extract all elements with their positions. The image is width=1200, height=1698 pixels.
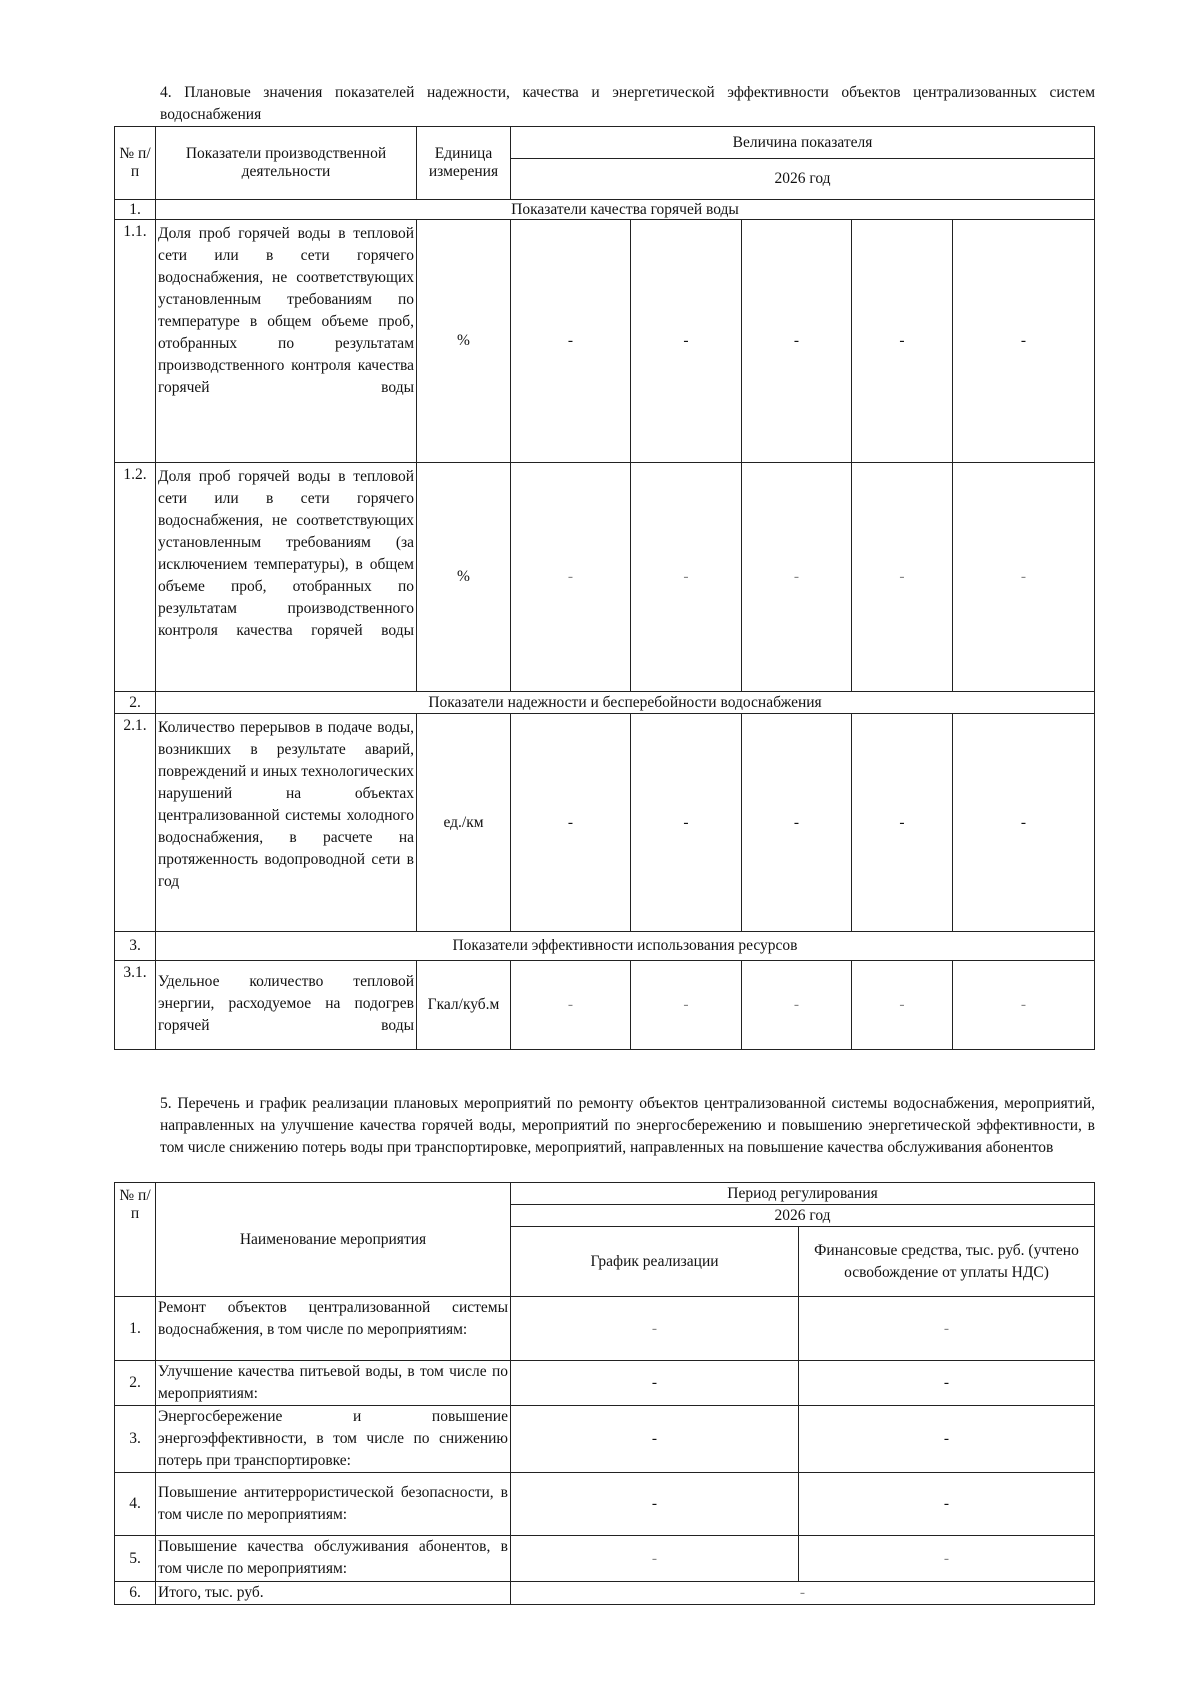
row-value: -: [852, 714, 953, 932]
header-row: [115, 1183, 1095, 1205]
row-schedule: -: [511, 1406, 799, 1473]
section-row: [115, 200, 1095, 220]
row-num: 1.2.: [115, 463, 156, 692]
row-value: -: [511, 463, 631, 692]
row-value: -: [742, 463, 852, 692]
col-year-header: 2026 год: [511, 159, 1095, 200]
table-row: [115, 1406, 1095, 1473]
row-value: -: [953, 961, 1095, 1050]
row-unit: %: [417, 463, 511, 692]
col-finance-header: Финансовые средства, тыс. руб. (учтено освобождение от уплаты НДС): [799, 1227, 1095, 1297]
section-num: 1.: [115, 200, 156, 220]
row-name: Повышение антитеррористической безопасности, в том числе по мероприятиям:: [156, 1473, 511, 1536]
table-row: [115, 220, 1095, 463]
col-schedule-header: График реализации: [511, 1227, 799, 1297]
row-value: -: [511, 714, 631, 932]
row-schedule: -: [511, 1361, 799, 1406]
row-finance: -: [799, 1473, 1095, 1536]
table-row: [115, 1297, 1095, 1361]
row-name: Улучшение качества питьевой воды, в том числе по мероприятиям:: [156, 1361, 511, 1406]
section5-caption: 5. Перечень и график реализации плановых мероприятий по ремонту объектов централизованной системы водоснабжения, мероприятий, направленных на улучшение качества горячей воды, мероприятий по энергосбережению и повышению энергетической эффективности, в том числе снижению потерь воды при транспортировке, мероприятий, направленных на повышение качества обслуживания абонентов: [160, 1095, 1095, 1156]
section-title: Показатели эффективности использования ресурсов: [156, 932, 1095, 961]
row-finance: -: [799, 1297, 1095, 1361]
row-num: 5.: [115, 1536, 156, 1582]
table-row: [115, 1473, 1095, 1536]
indicators-table: [114, 126, 1095, 1050]
row-num: 1.1.: [115, 220, 156, 463]
row-finance: -: [799, 1361, 1095, 1406]
row-num: 3.1.: [115, 961, 156, 1050]
row-value: -: [852, 961, 953, 1050]
section-title: Показатели надежности и бесперебойности водоснабжения: [156, 692, 1095, 714]
row-schedule: -: [511, 1473, 799, 1536]
row-schedule: -: [511, 1536, 799, 1582]
row-value: -: [631, 714, 742, 932]
total-num: 6.: [115, 1582, 156, 1605]
row-finance: -: [799, 1406, 1095, 1473]
row-unit: %: [417, 220, 511, 463]
row-value: -: [631, 463, 742, 692]
row-value: -: [631, 961, 742, 1050]
col-indicator-header: Показатели производственной деятельности: [156, 127, 417, 200]
col-num-header: № п/п: [115, 1183, 156, 1297]
table-row: [115, 714, 1095, 932]
section4-caption: 4. Плановые значения показателей надежности, качества и энергетической эффективности объектов централизованных систем водоснабжения: [160, 84, 1095, 123]
row-value: -: [511, 220, 631, 463]
row-value: -: [511, 961, 631, 1050]
row-indicator: Количество перерывов в подаче воды, возникших в результате аварий, повреждений и иных технологических нарушений на объектах централизованной системы холодного водоснабжения, в расчете на протяженность водопроводной сети в год: [156, 714, 417, 932]
table-row: [115, 463, 1095, 692]
col-num-header: № п/п: [115, 127, 156, 200]
col-year-header: 2026 год: [511, 1205, 1095, 1227]
table-row: [115, 1361, 1095, 1406]
row-value: -: [953, 463, 1095, 692]
row-indicator: Удельное количество тепловой энергии, расходуемое на подогрев горячей воды: [156, 961, 417, 1050]
col-unit-header: Единица измерения: [417, 127, 511, 200]
row-num: 2.1.: [115, 714, 156, 932]
row-num: 4.: [115, 1473, 156, 1536]
row-schedule: -: [511, 1297, 799, 1361]
row-value: -: [742, 961, 852, 1050]
measures-table: [114, 1182, 1095, 1605]
col-period-header: Период регулирования: [511, 1183, 1095, 1205]
header-row: [115, 127, 1095, 159]
row-value: -: [631, 220, 742, 463]
row-value: -: [852, 463, 953, 692]
row-num: 3.: [115, 1406, 156, 1473]
row-value: -: [953, 220, 1095, 463]
section-num: 3.: [115, 932, 156, 961]
row-value: -: [852, 220, 953, 463]
row-indicator: Доля проб горячей воды в тепловой сети или в сети горячего водоснабжения, не соответствующих установленным требованиям (за исключением температуры), в общем объеме проб, отобранных по результатам производственного контроля качества горячей воды: [156, 463, 417, 692]
row-finance: -: [799, 1536, 1095, 1582]
row-unit: Гкал/куб.м: [417, 961, 511, 1050]
row-value: -: [742, 220, 852, 463]
row-indicator: Доля проб горячей воды в тепловой сети или в сети горячего водоснабжения, не соответствующих установленным требованиям по температуре в общем объеме проб, отобранных по результатам производственного контроля качества горячей воды: [156, 220, 417, 463]
row-value: -: [953, 714, 1095, 932]
total-value: -: [511, 1582, 1095, 1605]
col-name-header: Наименование мероприятия: [156, 1183, 511, 1297]
total-label: Итого, тыс. руб.: [156, 1582, 511, 1605]
row-num: 2.: [115, 1361, 156, 1406]
row-num: 1.: [115, 1297, 156, 1361]
row-unit: ед./км: [417, 714, 511, 932]
row-name: Повышение качества обслуживания абонентов, в том числе по мероприятиям:: [156, 1536, 511, 1582]
total-row: [115, 1582, 1095, 1605]
table-row: [115, 961, 1095, 1050]
table-row: [115, 1536, 1095, 1582]
row-name: Энергосбережение и повышение энергоэффективности, в том числе по снижению потерь при транспортировке:: [156, 1406, 511, 1473]
section-row: [115, 692, 1095, 714]
section-title: Показатели качества горячей воды: [156, 200, 1095, 220]
section-row: [115, 932, 1095, 961]
row-name: Ремонт объектов централизованной системы водоснабжения, в том числе по мероприятиям:: [156, 1297, 511, 1361]
row-value: -: [742, 714, 852, 932]
col-value-header: Величина показателя: [511, 127, 1095, 159]
section-num: 2.: [115, 692, 156, 714]
